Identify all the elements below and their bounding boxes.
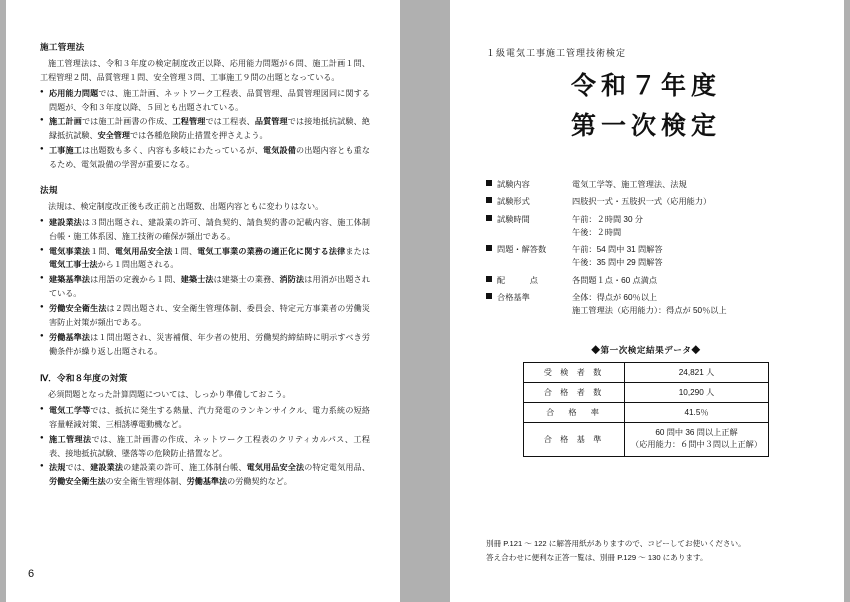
list-item: ● 施工管理法では、施工計画書の作成、ネットワーク工程表のクリティカルパス、工程表、接地抵抗試験、墜落等の危険防止措置など。 xyxy=(40,433,370,461)
spec-value xyxy=(572,178,806,191)
result-data-title: ◆第一次検定結果データ◆ xyxy=(591,344,701,355)
table-cell-key: 合 格 基 準 xyxy=(524,422,625,456)
exam-kicker: １級電気工事施工管理技術検定 xyxy=(486,48,627,58)
table-row xyxy=(524,382,769,402)
square-bullet-icon xyxy=(486,180,492,186)
spec-label-text: 試験時間 xyxy=(497,214,530,224)
bullet-list-next-year-measures xyxy=(40,404,370,489)
table-cell-key: 合 格 者 数 xyxy=(524,382,625,402)
spec-label-text: 試験内容 xyxy=(497,180,530,189)
spec-label-text: 問題・解答数 xyxy=(497,245,547,255)
spec-value-line: 全体：得点が 60％以上 xyxy=(572,292,658,302)
table-cell-key: 受 検 者 数 xyxy=(524,362,625,382)
bullet-list-regulations xyxy=(40,216,370,359)
spec-label xyxy=(486,213,572,226)
page-gutter xyxy=(400,0,450,602)
spec-label xyxy=(486,178,572,191)
section-paragraph-construction-management: 施工管理法は、令和３年度の検定制度改正以降、応用能力問題が６問、施工計画１問、工程管理２問、品質管理１問、安全管理３問、工事施工９問の出題となっている。 xyxy=(40,58,370,82)
table-cell-value: 41.5％ xyxy=(625,402,769,422)
spec-row-question-count xyxy=(486,243,806,270)
spec-value-line: 午後：２時間 xyxy=(572,227,622,237)
list-item: ● 法規では、建設業法の建設業の許可、施工体制台帳、電気用品安全法の特定電気用品、労働安全衛生法の安全衛生管理体制、労働基準法の労働契約など。 xyxy=(40,461,370,489)
spec-row-content xyxy=(486,178,806,191)
list-item: ● 建築基準法は用語の定義から１問、建築士法は建築士の業務、消防法は用消が出題されている。 xyxy=(40,273,370,301)
spec-label xyxy=(486,243,572,256)
section-paragraph-regulations: 法規は、検定制度改正後も改正前と出題数、出題内容ともに変わりはない。 xyxy=(48,201,324,211)
square-bullet-icon xyxy=(486,293,492,299)
list-item: ● 労働安全衛生法は２問出題され、安全衛生管理体制、委員会、特定元方事業者の労働災害防止対策が頻出である。 xyxy=(40,302,370,330)
square-bullet-icon xyxy=(486,276,492,282)
table-row xyxy=(524,422,769,456)
spec-value-line: 午後：35 問中 29 問解答 xyxy=(572,258,663,268)
list-item: ● 労働基準法は１問出題され、災害補償、年少者の使用、労働契約締結時に明示すべき労働条件が繰り返し出題される。 xyxy=(40,331,370,359)
list-item: ● 工事施工は出題数も多く、内容も多岐にわたっているが、電気設備の出題内容とも重なるため、電気設備の学習が重要になる。 xyxy=(40,144,370,172)
right-page xyxy=(450,0,844,602)
spec-value xyxy=(572,274,806,287)
square-bullet-icon xyxy=(486,215,492,221)
section-heading-regulations: 法規 xyxy=(40,185,58,196)
table-row xyxy=(524,362,769,382)
spec-value-line: 午前：54 問中 31 問解答 xyxy=(572,245,663,255)
spec-value xyxy=(572,213,806,240)
left-page xyxy=(6,0,400,602)
spec-label-text: 合格基準 xyxy=(497,292,530,302)
footnote xyxy=(486,537,806,564)
spec-label xyxy=(486,195,572,208)
spec-value-line: 施工管理法（応用能力）：得点が 50％以上 xyxy=(572,306,727,316)
section-heading-construction-management: 施工管理法 xyxy=(40,42,85,52)
result-data-table xyxy=(523,362,769,457)
table-row xyxy=(524,402,769,422)
spec-label-text: 配 点 xyxy=(497,275,538,285)
page-title-line2: 第一次検定 xyxy=(570,111,721,140)
left-page-content xyxy=(40,40,370,490)
spec-label-text: 試験形式 xyxy=(497,197,530,207)
spec-value-line: 四肢択一式・五肢択一式（応用能力） xyxy=(572,197,712,207)
page-title-line1: 令和７年度 xyxy=(570,72,721,100)
right-page-content xyxy=(486,46,806,457)
square-bullet-icon xyxy=(486,245,492,251)
list-item: ● 応用能力問題では、施工計画、ネットワーク工程表、品質管理、品質管理図同に関する問題が、令和３年度以降、５回とも出題されている。 xyxy=(40,87,370,115)
spec-label xyxy=(486,274,572,287)
list-item: ● 建設業法は３問出題され、建設業の許可、請負契約、請負契約書の記載内容、施工体制台帳・施工体系図、施工技術の確保が頻出である。 xyxy=(40,216,370,244)
page-number-left: 6 xyxy=(28,568,35,580)
table-cell-value: 60 問中 36 問以上正解 （応用能力：６問中３問以上正解） xyxy=(625,422,769,456)
spec-value-line: 各問題１点・60 点満点 xyxy=(572,275,658,285)
spec-value xyxy=(572,243,806,270)
list-item: ● 電気事業法１問、電気用品安全法１問、電気工事業の業務の適正化に関する法律または電気工事士法から１問出題される。 xyxy=(40,245,370,273)
table-cell-value: 10,290 人 xyxy=(625,382,769,402)
table-cell-key: 合 格 率 xyxy=(524,402,625,422)
section-paragraph-next-year-measures: 必須問題となった計算問題については、しっかり準備しておこう。 xyxy=(48,389,291,399)
spec-label xyxy=(486,291,572,304)
spec-value-line: 午前：２時間 30 分 xyxy=(572,214,643,224)
spec-row-passing-criteria xyxy=(486,291,806,318)
footnote-line: 別冊 P.121 ～ 122 に解答用紙がありますので、コピーしてお使いください。 xyxy=(486,539,746,549)
spec-value xyxy=(572,195,806,208)
footnote-line: 答え合わせに便利な正答一覧は、別冊 P.129 ～ 130 にあります。 xyxy=(486,552,708,562)
spec-row-duration xyxy=(486,213,806,240)
exam-spec-list xyxy=(486,178,806,318)
spec-row-points xyxy=(486,274,806,287)
square-bullet-icon xyxy=(486,197,492,203)
table-cell-value: 24,821 人 xyxy=(625,362,769,382)
spec-value xyxy=(572,291,806,318)
spec-row-format xyxy=(486,195,806,208)
spec-value-line: 電気工学等、施工管理法、法規 xyxy=(572,180,687,189)
section-heading-next-year-measures: Ⅳ．令和８年度の対策 xyxy=(40,372,128,383)
bullet-list-construction-management xyxy=(40,87,370,172)
list-item: ● 施工計画では施工計画書の作成、工程管理では工程表、品質管理では接地抵抗試験、絶縁抵抗試験、安全管理では各種危険防止措置を押さえよう。 xyxy=(40,115,370,143)
list-item: ● 電気工学等では、抵抗に発生する熱量、汽力発電のランキンサイクル、電力系統の短絡容量軽減対策、三相誘導電動機など。 xyxy=(40,404,370,432)
